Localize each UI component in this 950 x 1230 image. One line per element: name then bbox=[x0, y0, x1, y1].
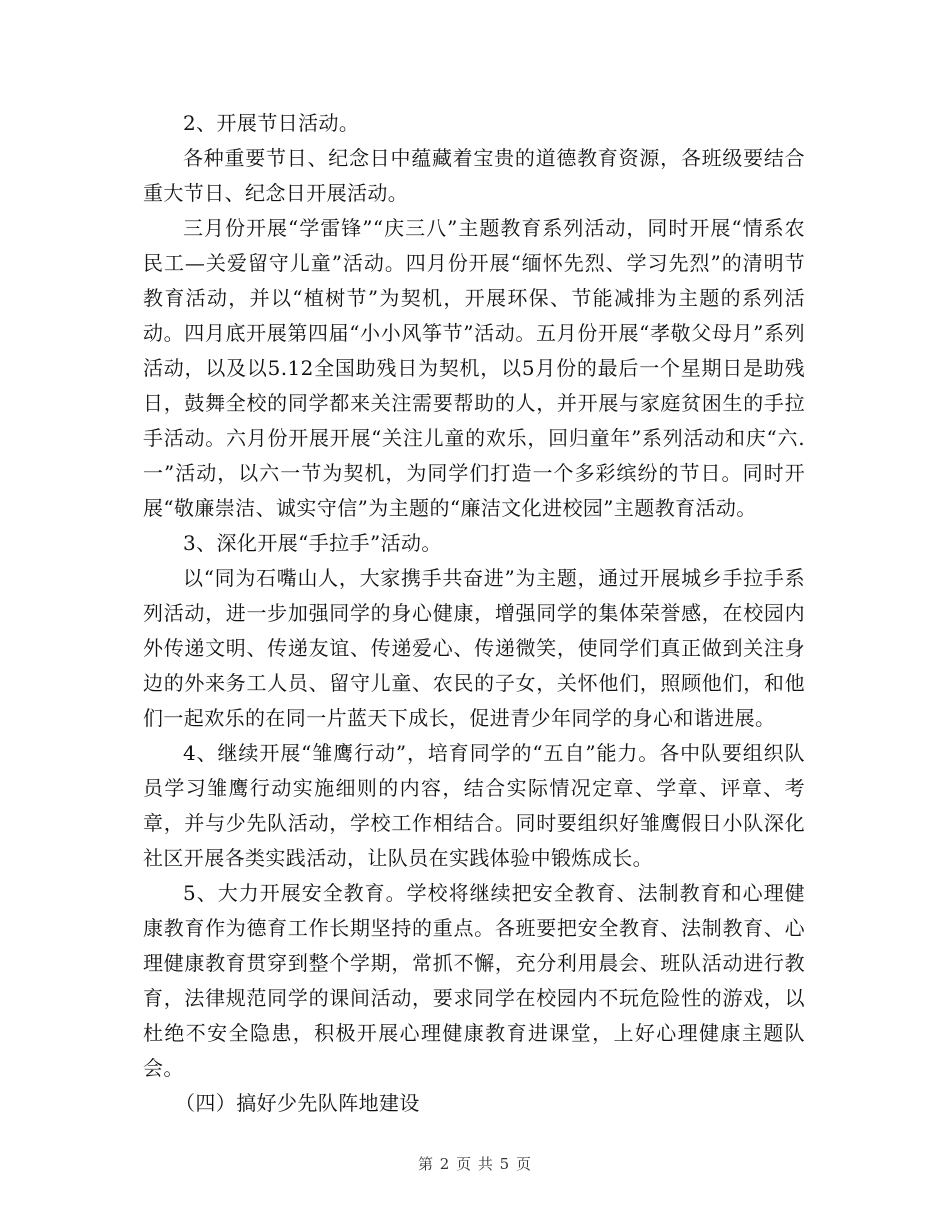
paragraph-monthly-activities: 三月份开展“学雷锋”“庆三八”主题教育系列活动，同时开展“情系农民工—关爱留守儿童”活动。四月份开展“缅怀先烈、学习先烈”的清明节教育活动，并以“植树节”为契机，开展环保、节能减排为主题的系列活动。四月底开展第四届“小小风筝节”活动。五月份开展“孝敬父母月”系列活动，以及以5.12全国助残日为契机，以5月份的最后一个星期日是助残日，鼓舞全校的同学都来关注需要帮助的人，并开展与家庭贫困生的手拉手活动。六月份开展开展“关注儿童的欢乐，回归童年”系列活动和庆“六.一”活动，以六一节为契机，为同学们打造一个多彩缤纷的节日。同时开展“敬廉崇洁、诚实守信”为主题的“廉洁文化进校园”主题教育活动。 bbox=[143, 216, 805, 520]
document-body bbox=[143, 106, 805, 1121]
section-heading-hand-in-hand: 3、深化开展“手拉手”活动。 bbox=[183, 531, 442, 555]
page-number-footer: 第 2 页 共 5 页 bbox=[418, 1155, 532, 1173]
section-heading-pioneer-base: （四）搞好少先队阵地建设 bbox=[175, 1091, 420, 1115]
paragraph-eagle-action: 4、继续开展“雏鹰行动”，培育同学的“五自”能力。各中队要组织队员学习雏鹰行动实施细则的内容，结合实际情况定章、学章、评章、考章，并与少先队活动，学校工作相结合。同时要组织好雏鹰假日小队深化社区开展各类实践活动，让队员在实践体验中锻炼成长。 bbox=[143, 741, 805, 870]
paragraph-hand-in-hand: 以“同为石嘴山人，大家携手共奋进”为主题，通过开展城乡手拉手系列活动，进一步加强同学的身心健康，增强同学的集体荣誉感，在校园内外传递文明、传递友谊、传递爱心、传递微笑，使同学们真正做到关注身边的外来务工人员、留守儿童、农民的子女，关怀他们，照顾他们，和他们一起欢乐的在同一片蓝天下成长，促进青少年同学的身心和谐进展。 bbox=[143, 566, 805, 730]
section-heading-festival-activities: 2、开展节日活动。 bbox=[183, 111, 360, 135]
paragraph-safety-education: 5、大力开展安全教育。学校将继续把安全教育、法制教育和心理健康教育作为德育工作长期坚持的重点。各班要把安全教育、法制教育、心理健康教育贯穿到整个学期，常抓不懈，充分利用晨会、班队活动进行教育，法律规范同学的课间活动，要求同学在校园内不玩危险性的游戏，以杜绝不安全隐患，积极开展心理健康教育进课堂，上好心理健康主题队会。 bbox=[143, 881, 805, 1080]
paragraph-festival-intro: 各种重要节日、纪念日中蕴藏着宝贵的道德教育资源，各班级要结合重大节日、纪念日开展活动。 bbox=[143, 146, 805, 205]
